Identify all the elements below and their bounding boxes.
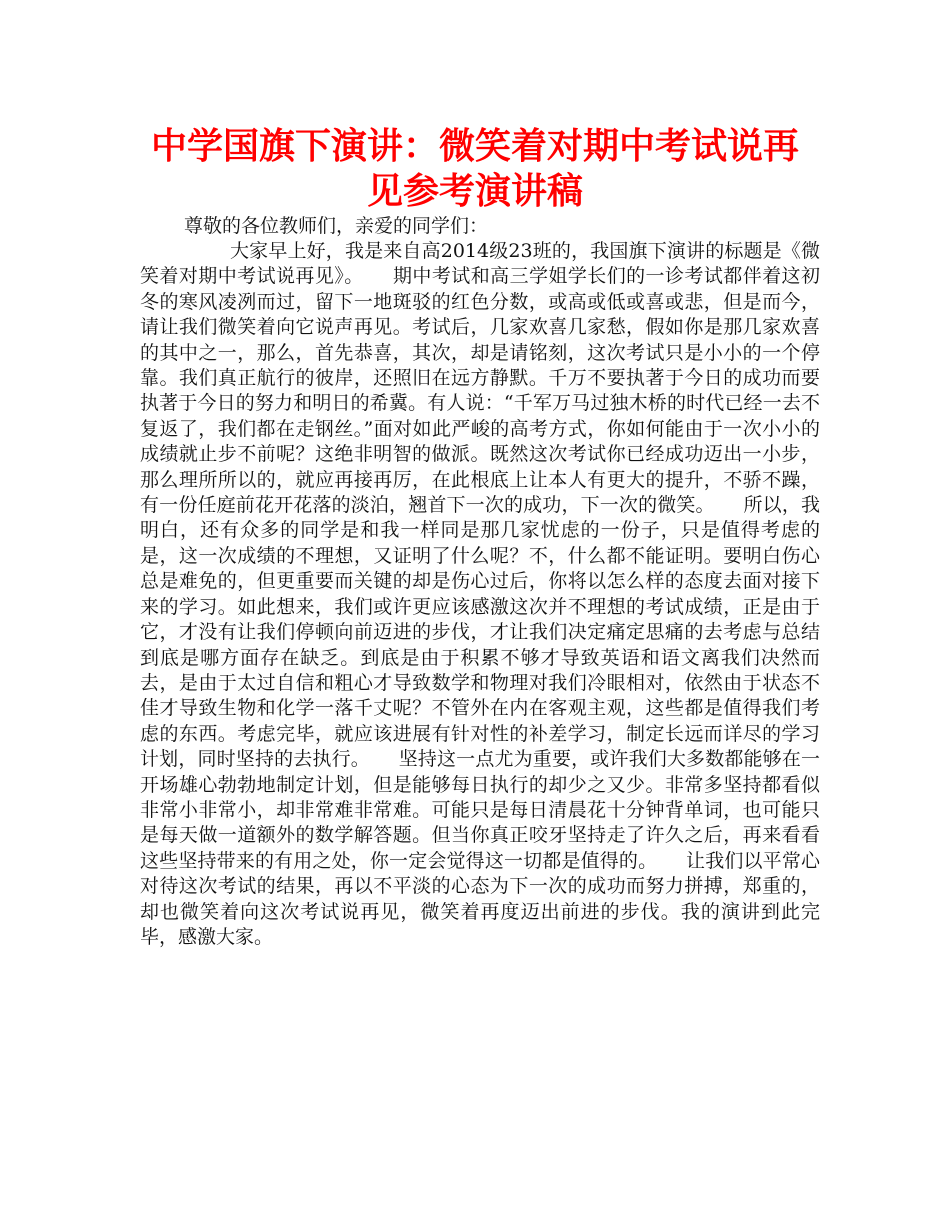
document-title: 中学国旗下演讲：微笑着对期中考试说再见参考演讲稿 — [150, 126, 799, 212]
speech-body: 大家早上好，我是来自高2014级23班的，我国旗下演讲的标题是《微笑着对期中考试说再见》。 期中考试和高三学姐学长们的一诊考试都伴着这初冬的寒风凌冽而过，留下一地斑驳的红色分数，或高或低或喜或悲，但是而今，请让我们微笑着向它说声再见。考试后，几家欢喜几家愁，假如你是那几家欢喜的其中之一，那么，首先恭喜，其次，却是请铭刻，这次考试只是小小的一个停靠。我们真正航行的彼岸，还照旧在远方静默。千万不要执著于今日的成功而要执著于今日的努力和明日的希冀。有人说：“千军万马过独木桥的时代已经一去不复返了，我们都在走钢丝。”面对如此严峻的高考方式，你如何能由于一次小小的成绩就止步不前呢？这绝非明智的做派。既然这次考试你已经成功迈出一小步，那么理所所以的，就应再接再厉，在此根底上让本人有更大的提升，不骄不躁，有一份任庭前花开花落的淡泊，翘首下一次的成功，下一次的微笑。 所以，我明白，还有众多的同学是和我一样同是那几家忧虑的一份子，只是值得考虑的是，这一次成绩的不理想，又证明了什么呢？不，什么都不能证明。要明白伤心总是难免的，但更重要而关键的却是伤心过后，你将以怎么样的态度去面对接下来的学习。如此想来，我们或许更应该感激这次并不理想的考试成绩，正是由于它，才没有让我们停顿向前迈进的步伐，才让我们决定痛定思痛的去考虑与总结到底是哪方面存在缺乏。到底是由于积累不够才导致英语和语文离我们决然而去，是由于太过自信和粗心才导致数学和物理对我们冷眼相对，依然由于状态不佳才导致生物和化学一落千丈呢？不管外在内在客观主观，这些都是值得我们考虑的东西。考虑完毕，就应该进展有针对性的补差学习，制定长远而详尽的学习计划，同时坚持的去执行。 坚持这一点尤为重要，或许我们大多数都能够在一开场雄心勃勃地制定计划，但是能够每日执行的却少之又少。非常多坚持都看似非常小非常小，却非常难非常难。可能只是每日清晨花十分钟背单词，也可能只是每天做一道额外的数学解答题。但当你真正咬牙坚持走了许久之后，再来看看这些坚持带来的有用之处，你一定会觉得这一切都是值得的。 让我们以平常心对待这次考试的结果，再以不平淡的心态为下一次的成功而努力拼搏，郑重的，却也微笑着向这次考试说再见，微笑着再度迈出前进的步伐。我的演讲到此完毕，感激大家。 — [140, 240, 820, 948]
speech-greeting: 尊敬的各位教师们，亲爱的同学们： — [184, 215, 489, 237]
